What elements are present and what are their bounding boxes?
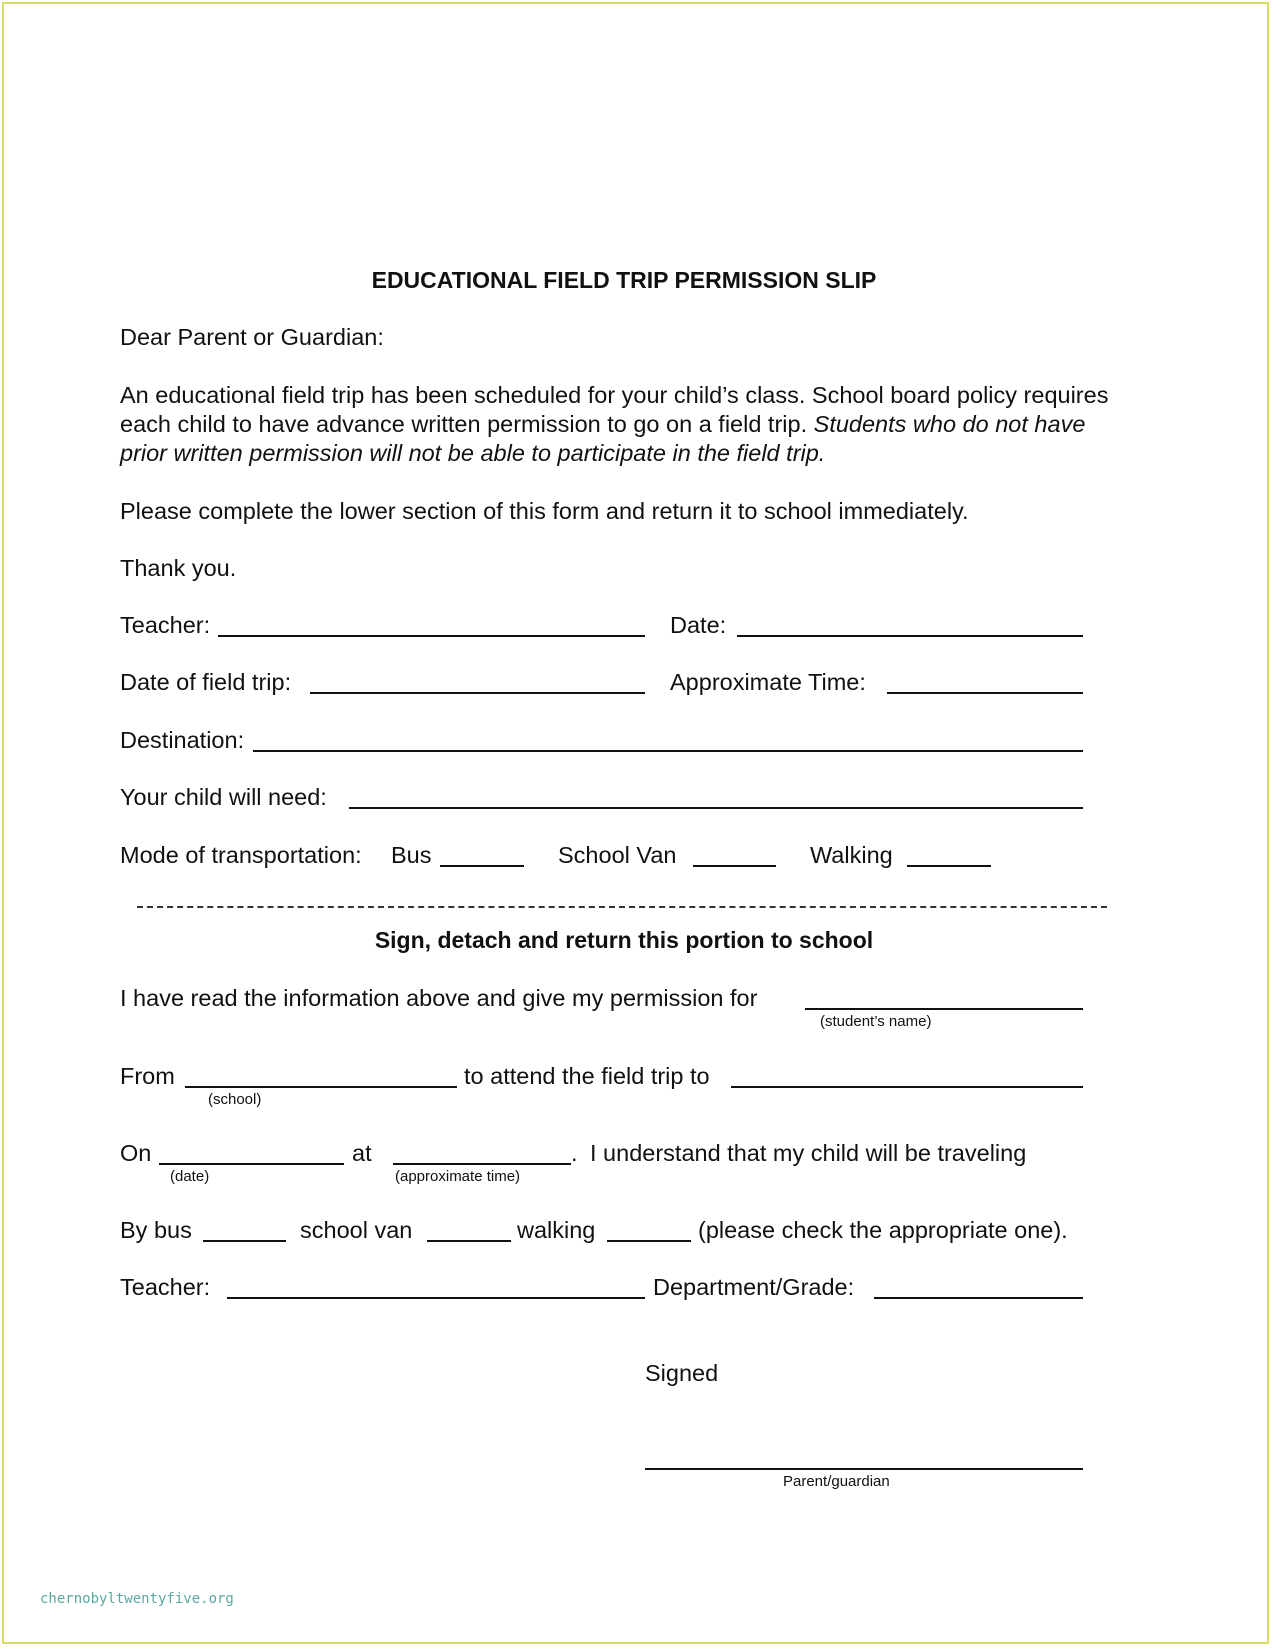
approx-time-field[interactable] [887, 692, 1083, 694]
dept-grade-label: Department/Grade: [653, 1274, 855, 1300]
child-need-field[interactable] [349, 807, 1083, 809]
parent-guardian-caption: Parent/guardian [783, 1473, 890, 1490]
bus-label: Bus [391, 842, 432, 868]
trip-date-label: Date of field trip: [120, 669, 292, 695]
instruction-text: Please complete the lower section of this form and return it to school immediately. [120, 498, 969, 524]
school-van-label: School Van [558, 842, 677, 868]
at-label: at [352, 1140, 372, 1166]
transport-label: Mode of transportation: [120, 842, 362, 868]
approx-time-label: Approximate Time: [670, 669, 866, 695]
detach-divider [137, 906, 1107, 908]
school-field[interactable] [185, 1086, 457, 1088]
teacher-label: Teacher: [120, 612, 211, 638]
walk-checkbox-line[interactable] [607, 1240, 691, 1242]
destination-field[interactable] [253, 750, 1083, 752]
van-checkbox-line[interactable] [427, 1240, 511, 1242]
walking-checkbox-line[interactable] [907, 865, 991, 867]
thank-you-text: Thank you. [120, 555, 237, 581]
form-title: EDUCATIONAL FIELD TRIP PERMISSION SLIP [371, 267, 877, 293]
watermark-text: chernobyltwentyfive.org [40, 1591, 234, 1607]
dept-grade-field[interactable] [874, 1297, 1083, 1299]
signoff-teacher-field[interactable] [227, 1297, 645, 1299]
child-need-label: Your child will need: [120, 784, 327, 810]
school-caption: (school) [208, 1091, 262, 1108]
trip-day-field[interactable] [159, 1163, 344, 1165]
intro-paragraph [120, 381, 1120, 468]
from-label: From [120, 1063, 175, 1089]
by-bus-checkbox-line[interactable] [203, 1240, 286, 1242]
destination-label: Destination: [120, 727, 245, 753]
on-label: On [120, 1140, 152, 1166]
traveling-text: I understand that my child will be traveling [590, 1140, 1027, 1166]
trip-date-field[interactable] [310, 692, 645, 694]
check-instruction: (please check the appropriate one). [698, 1217, 1068, 1243]
date-label: Date: [670, 612, 727, 638]
trip-time-field[interactable] [393, 1163, 571, 1165]
period-mark: . [571, 1140, 578, 1166]
by-bus-label: By bus [120, 1217, 192, 1243]
teacher-field[interactable] [218, 635, 645, 637]
approx-time-caption: (approximate time) [395, 1168, 521, 1185]
school-van-checkbox-line[interactable] [693, 865, 776, 867]
walk-label: walking [517, 1217, 596, 1243]
salutation: Dear Parent or Guardian: [120, 324, 384, 350]
intro-italic-text: Students who do not have prior written permission will not be able to participate in the field trip. [120, 411, 1086, 466]
intro-text: An educational field trip has been scheduled for your child’s class. School board policy requires each child to have advance written permission to go on a field trip. [120, 382, 1109, 437]
signed-label: Signed [645, 1360, 719, 1386]
trip-destination-field[interactable] [731, 1086, 1083, 1088]
van-label: school van [300, 1217, 413, 1243]
student-name-caption: (student’s name) [820, 1013, 932, 1030]
signoff-teacher-label: Teacher: [120, 1274, 211, 1300]
date-field[interactable] [737, 635, 1083, 637]
student-name-field[interactable] [805, 1008, 1083, 1010]
signature-field[interactable] [645, 1468, 1083, 1470]
walking-label: Walking [810, 842, 893, 868]
bus-checkbox-line[interactable] [440, 865, 524, 867]
date-caption: (date) [170, 1168, 210, 1185]
attend-text: to attend the field trip to [464, 1063, 710, 1089]
permission-text: I have read the information above and give my permission for [120, 985, 758, 1011]
detach-heading: Sign, detach and return this portion to school [374, 927, 874, 953]
page-border [2, 2, 1269, 1644]
